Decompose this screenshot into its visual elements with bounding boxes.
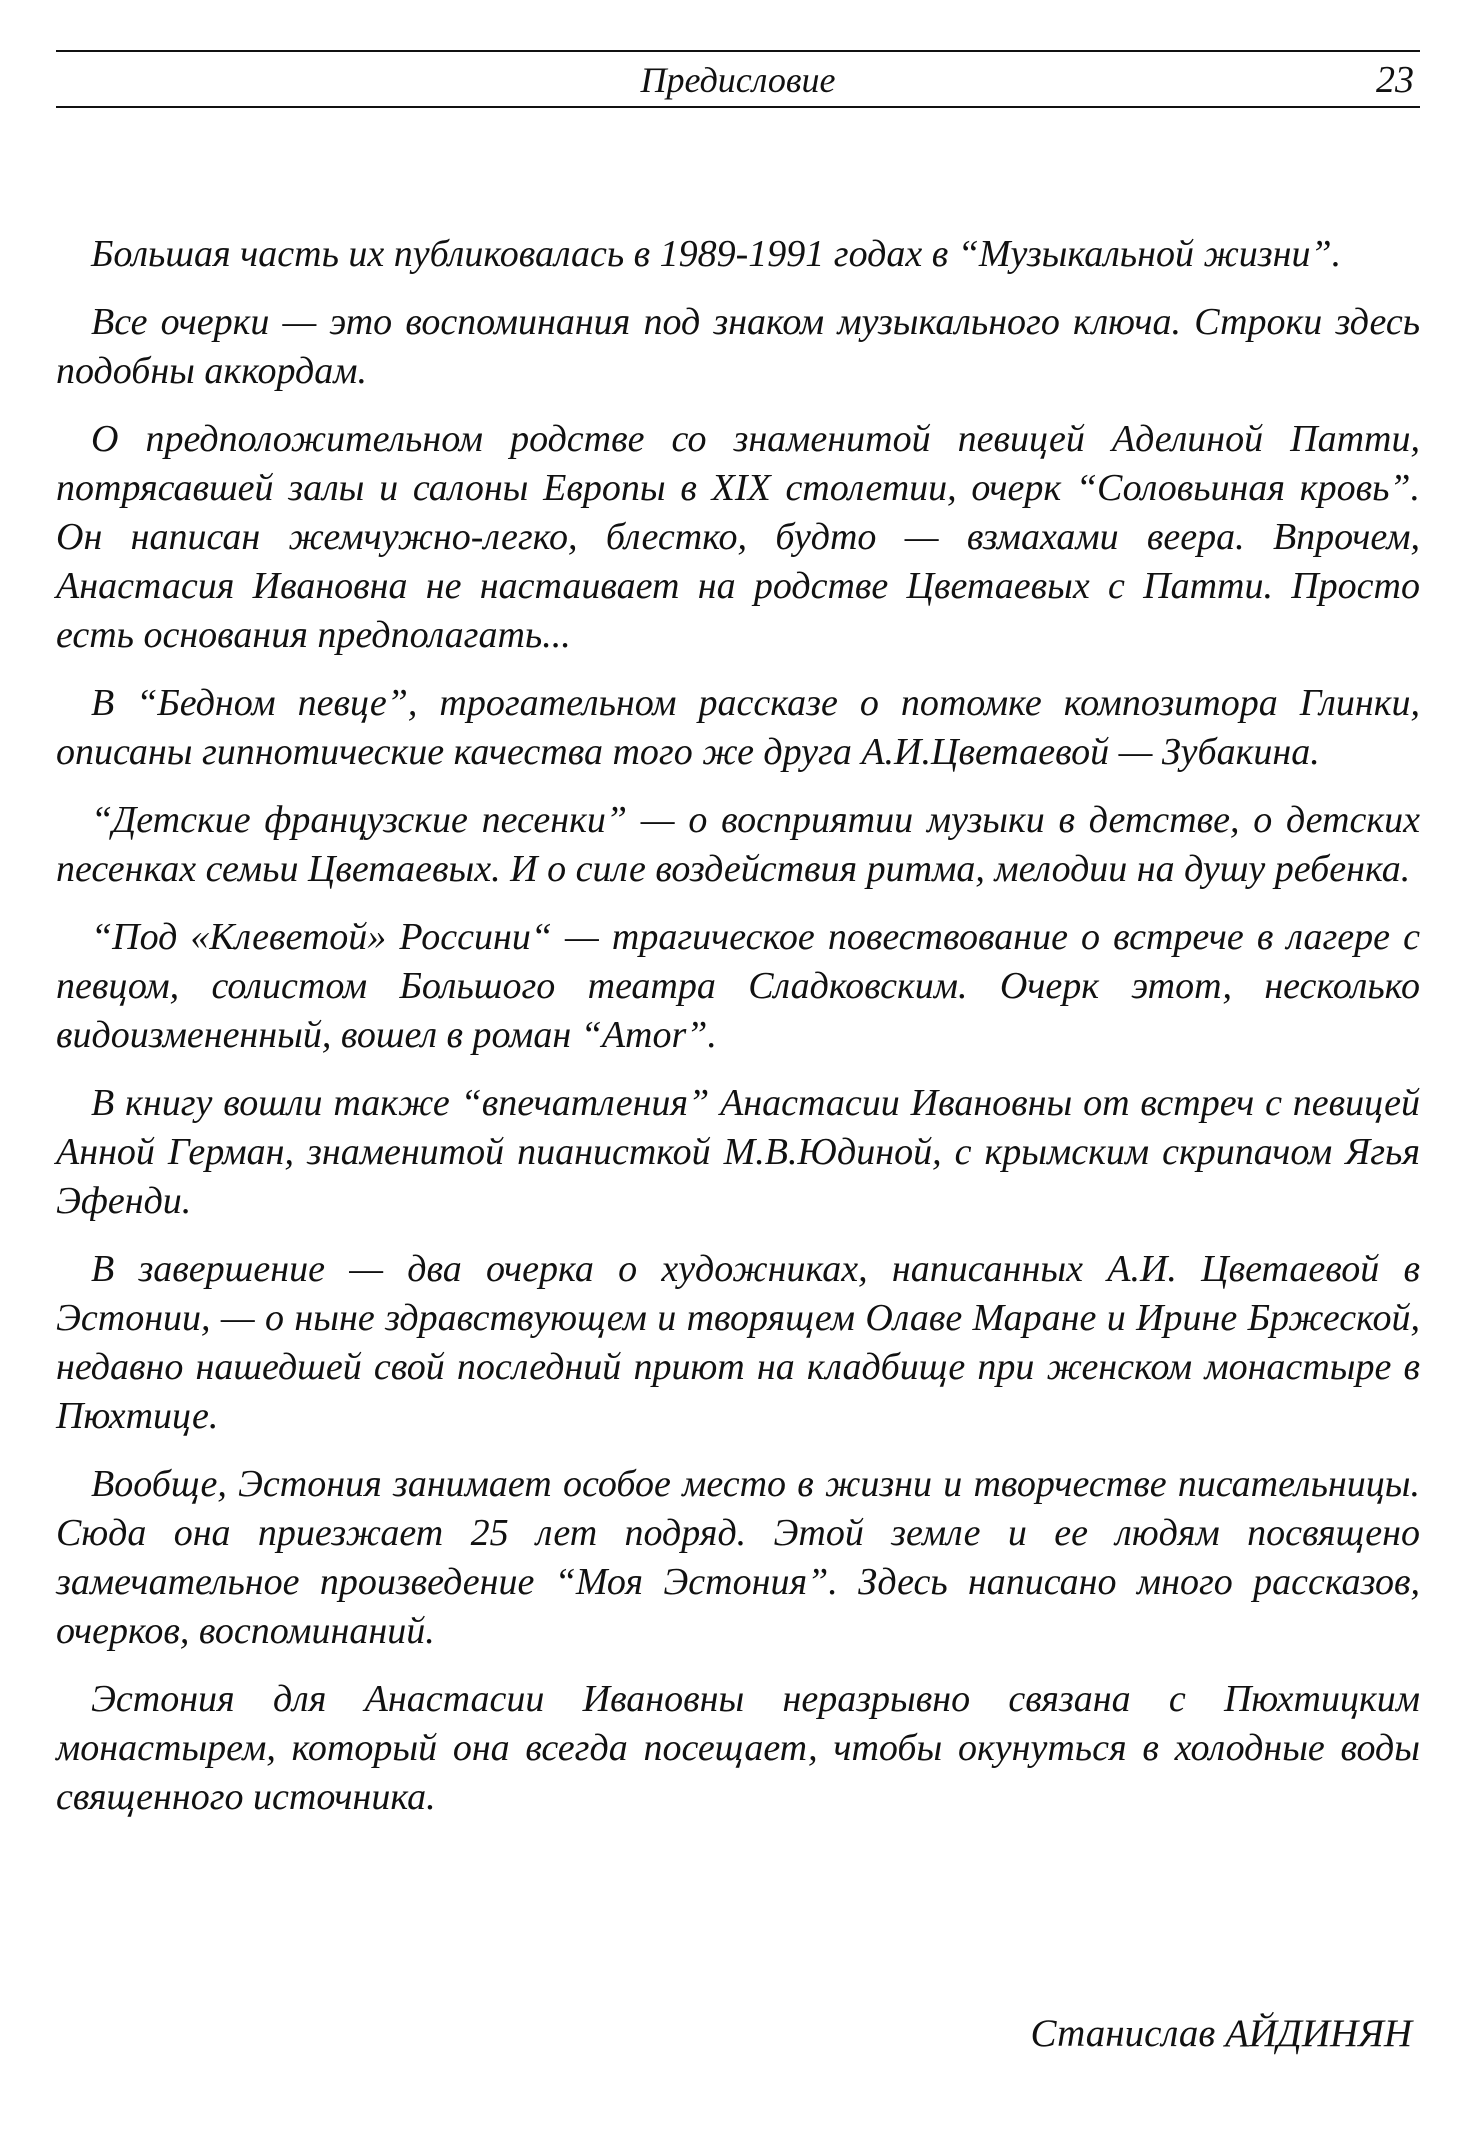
paragraph: Все очерки — это воспоминания под знаком музыкального ключа. Строки здесь подобны аккордам. xyxy=(56,301,1420,392)
paragraph: Эстония для Анастасии Ивановны неразрывно связана с Пюхтицким монастырем, который она всегда посещает, чтобы окунуться в холодные воды священного источника. xyxy=(56,1678,1420,1818)
book-page xyxy=(56,50,1420,1841)
section-title: Предисловие xyxy=(640,60,836,100)
body-text xyxy=(56,230,1420,1822)
paragraph: Большая часть их публиковалась в 1989-1991 годах в “Музыкальной жизни”. xyxy=(91,233,1342,275)
author-signature: Станислав АЙДИНЯН xyxy=(1030,2012,1412,2055)
paragraph: В “Бедном певце”, трогательном рассказе о потомке композитора Глинки, описаны гипнотические качества того же друга А.И.Цветаевой — Зубакина. xyxy=(56,682,1420,773)
paragraph: В книгу вошли также “впечатления” Анастасии Ивановны от встреч с певицей Анной Герман, знаменитой пианисткой М.В.Юдиной, с крымским скрипачом Ягья Эфенди. xyxy=(56,1082,1420,1222)
paragraph: “Под «Клеветой» Россини“ — трагическое повествование о встрече в лагере с певцом, солистом Большого театра Сладковским. Очерк этот, несколько видоизмененный, вошел в роман “Amor”. xyxy=(56,916,1420,1056)
paragraph: Вообще, Эстония занимает особое место в жизни и творчестве писательницы. Сюда она приезжает 25 лет подряд. Этой земле и ее людям посвящено замечательное произведение “Моя Эстония”. Здесь написано много рассказов, очерков, воспоминаний. xyxy=(56,1463,1420,1652)
paragraph: О предположительном родстве со знаменитой певицей Аделиной Патти, потрясавшей залы и салоны Европы в XIX столетии, очерк “Соловьиная кровь”. Он написан жемчужно-легко, блестко, будто — взмахами веера. Впрочем, Анастасия Ивановна не настаивает на родстве Цветаевых с Патти. Просто есть основания предполагать... xyxy=(56,418,1420,656)
page-number: 23 xyxy=(1376,59,1414,101)
paragraph: В завершение — два очерка о художниках, написанных А.И. Цветаевой в Эстонии, — о ныне здравствующем и творящем Олаве Маране и Ирине Бржеской, недавно нашедшей свой последний приют на кладбище при женском монастыре в Пюхтице. xyxy=(56,1248,1420,1437)
paragraph: “Детские французские песенки” — о восприятии музыки в детстве, о детских песенках семьи Цветаевых. И о силе воздействия ритма, мелодии на душу ребенка. xyxy=(56,799,1420,890)
running-head xyxy=(56,50,1420,108)
